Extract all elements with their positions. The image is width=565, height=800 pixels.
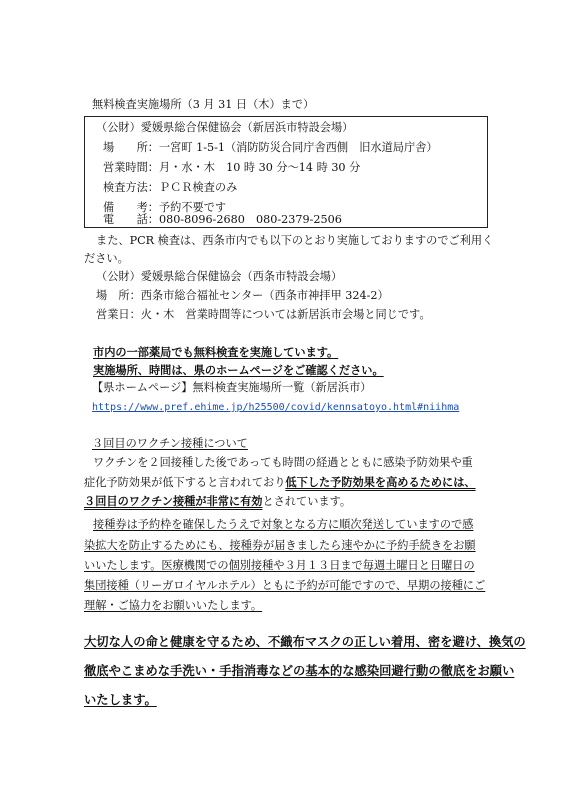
box-note-label: 備 考： (103, 201, 159, 214)
vaccine-p2-line-4: 集団接種（リーガロイヤルホテル）ともに予約が可能ですので、早期の接種にご (84, 579, 486, 592)
pharmacy-url-row (92, 400, 459, 415)
saijo-line-1: また、PCR 検査は、西条市内でも以下のとおり実施しておりますのでご利用く (96, 234, 494, 247)
box-tel: 080-8096-2680 080-2379-2506 (158, 213, 342, 226)
saijo-place: 場 所：西条市総合福祉センター（西条市神拝甲 324-2） (96, 289, 389, 302)
vaccine-heading: ３回目のワクチン接種について (92, 437, 248, 450)
pharmacy-line-1: 市内の一部薬局でも無料検査を実施しています。 (93, 345, 339, 359)
box-hours: 月・水・木 10 時 30 分～14 時 30 分 (158, 161, 361, 174)
vaccine-p1-line-1: ワクチンを２回接種した後であっても時間の経過とともに感染予防効果や重 (93, 456, 473, 469)
box-hours-label: 営業時間： (103, 161, 159, 174)
box-method-label: 検査方法： (103, 181, 159, 194)
box-place-row (103, 141, 438, 155)
closing-line-2: 徹底やこまめな手洗い・手指消毒などの基本的な感染回避行動の徹底をお願い (84, 663, 515, 678)
vaccine-p2-line-5: 理解・ご協力をお願いいたします。 (84, 599, 263, 612)
vaccine-p1-line-2 (84, 475, 476, 490)
box-place-label: 場 所： (103, 141, 159, 154)
box-place: 一宮町 1-5-1（消防防災合同庁舎西側 旧水道局庁舎） (158, 141, 438, 154)
box-tel-label: 電 話： (103, 213, 159, 226)
vaccine-p1-line-3b: とされています。 (262, 495, 352, 508)
vaccine-p2-line-1: 接種券は予約枠を確保したうえで対象となる方に順次発送していますので感 (93, 518, 474, 531)
testing-site-heading: 無料検査実施場所（3 月 31 日（木）まで） (92, 98, 315, 111)
box-method: ＰＣＲ検査のみ (158, 181, 238, 194)
box-method-row (103, 181, 237, 195)
pharmacy-line-3: 【県ホームページ】無料検査実施場所一覧（新居浜市） (92, 381, 372, 394)
vaccine-p1-line-3 (84, 494, 351, 509)
box-org: （公財）愛媛県総合保健協会（新居浜市特設会場） (96, 121, 354, 134)
vaccine-p2-line-2: 染拡大を防止するためにも、接種券が届きましたら速やかに予約手続きをお願 (84, 539, 476, 552)
box-tel-row (103, 213, 342, 227)
box-note: 予約不要です (158, 201, 227, 214)
vaccine-p2-line-3: いいたします。医療機関での個別接種や３月１３日まで毎週土曜日と日曜日の (84, 559, 475, 572)
pharmacy-line-2: 実施場所、時間は、県のホームページをご確認ください。 (93, 363, 384, 377)
box-hours-row (103, 161, 360, 175)
vaccine-p1-line-2b: 低下した予防効果を高めるためには、 (285, 475, 476, 489)
closing-line-1: 大切な人の命と健康を守るため、不織布マスクの正しい着用、密を避け、換気の (84, 634, 526, 649)
closing-line-3: いたします。 (84, 692, 157, 707)
saijo-line-2: ださい。 (84, 252, 129, 265)
pharmacy-url-link[interactable]: https://www.pref.ehime.jp/h25500/covid/kennsatoyo.html#niihma (92, 402, 460, 413)
vaccine-p1-line-2a: 症化予防効果が低下すると言われており (84, 476, 286, 489)
saijo-org: （公財）愛媛県総合保健協会（西条市特設会場） (96, 270, 343, 283)
saijo-days: 営業日：火・木 営業時間等については新居浜市会場と同じです。 (96, 308, 431, 321)
vaccine-p1-line-3a: ３回目のワクチン接種が非常に有効 (84, 494, 263, 508)
